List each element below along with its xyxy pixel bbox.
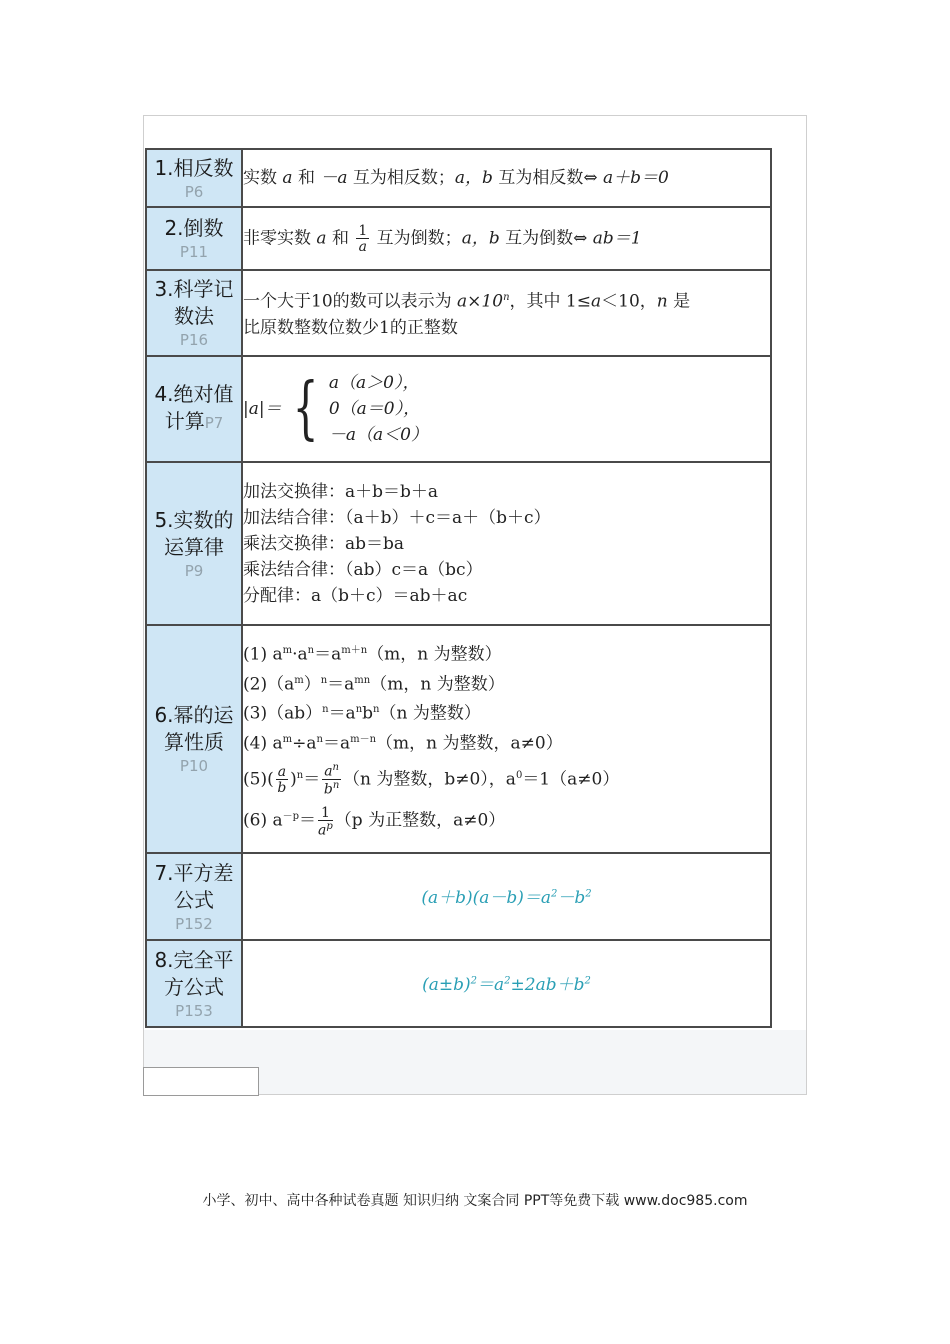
row-content: $(a\pm b)^2=a^2\pm 2ab+b^2$ xyxy=(242,940,771,1027)
row-content: 非零实数 a 和 $\frac{1}{a}$ 互为倒数；a，b 互为倒数⇔ ab＝1 xyxy=(242,207,771,270)
row-page: P9 xyxy=(184,561,204,580)
row-title: 算性质 xyxy=(164,730,224,754)
row-label xyxy=(146,625,242,853)
row-label xyxy=(146,853,242,940)
left-brace-icon: { xyxy=(292,369,319,448)
row-title: 方公式 xyxy=(164,974,224,999)
fraction: $\frac{1}{a}$ xyxy=(358,222,368,255)
row-title: 5.实数的 xyxy=(154,507,234,532)
table-row xyxy=(146,853,771,940)
row-content: 一个大于10的数可以表示为 $a\times 10^n$，其中 1≤a＜10，n 是 比原数整数位数少1的正整数 xyxy=(242,270,771,356)
row-title: 8.完全平 xyxy=(154,947,234,972)
row-page: P7 xyxy=(204,414,224,432)
row-title: 4.绝对值 xyxy=(154,382,234,406)
row-label xyxy=(146,149,242,207)
fraction: $\frac{a^n}{b^n}$ xyxy=(323,762,340,798)
row-title: 数法 xyxy=(174,304,214,328)
row-label xyxy=(146,462,242,625)
row-page: P6 xyxy=(184,182,204,201)
fraction: $\frac{1}{a^p}$ xyxy=(318,804,333,839)
table-row xyxy=(146,625,771,853)
row-content: |a|＝ { a（a＞0）， 0（a＝0）， －a（a＜0） xyxy=(242,356,771,462)
row-title: 2.倒数 xyxy=(164,216,224,240)
row-page: P11 xyxy=(179,243,209,261)
formula-table xyxy=(145,148,772,1028)
table-row xyxy=(146,207,771,270)
row-title: 3.科学记 xyxy=(154,277,234,301)
row-title: 运算律 xyxy=(164,534,224,559)
row-title: 公式 xyxy=(174,887,214,912)
row-label xyxy=(146,270,242,356)
row-page: P152 xyxy=(175,914,213,933)
row-content: 加法交换律：a＋b＝b＋a 加法结合律：（a＋b）＋c＝a＋（b＋c） 乘法交换律：ab＝ba 乘法结合律：（ab）c＝a（bc） 分配律：a（b＋c）＝ab＋ac xyxy=(242,462,771,625)
table-row xyxy=(146,356,771,462)
row-title: 计算 xyxy=(164,409,205,433)
footer-text: 小学、初中、高中各种试卷真题 知识归纳 文案合同 PPT等免费下载 www.doc985.com xyxy=(202,1193,748,1209)
row-label xyxy=(146,356,242,462)
row-title: 1.相反数 xyxy=(154,155,234,180)
table-row xyxy=(146,940,771,1027)
row-page: P16 xyxy=(179,331,209,349)
empty-caption-box xyxy=(143,1067,259,1096)
table-row xyxy=(146,270,771,356)
row-content: (1) $a^m\cdot a^n=a^{m+n}(m$，n 为整数） $(2)(a^m)^n=a^{mn}(m$，n 为整数） $(3)(ab)^n=a^nb^n(n$ 为整数） (4) $a^m\div a^n=a^{m-n}(m$，n 为整数，a≠0） (5)( $\frac{a}{b}$ )$^n$＝ $\frac{a^n}{b^n}$ （n 为整数，b≠0），$a^0=1(a\ne 0)$ (6) $a^{-p}=$ $\frac{1}{a^p}$ （p 为正整数，a≠0） xyxy=(242,625,771,853)
row-title: 6.幂的运 xyxy=(154,703,234,727)
row-page: P153 xyxy=(175,1001,213,1020)
row-title: 7.平方差 xyxy=(154,860,234,885)
fraction: $\frac{a}{b}$ xyxy=(277,763,287,796)
table-row xyxy=(146,149,771,207)
row-label xyxy=(146,940,242,1027)
row-content: $(a+b)(a-b)=a^2-b^2$ xyxy=(242,853,771,940)
row-content: 实数 a 和 －a 互为相反数；a，b 互为相反数⇔ a＋b＝0 xyxy=(242,149,771,207)
table-row xyxy=(146,462,771,625)
row-label xyxy=(146,207,242,270)
row-page: P10 xyxy=(179,757,209,775)
